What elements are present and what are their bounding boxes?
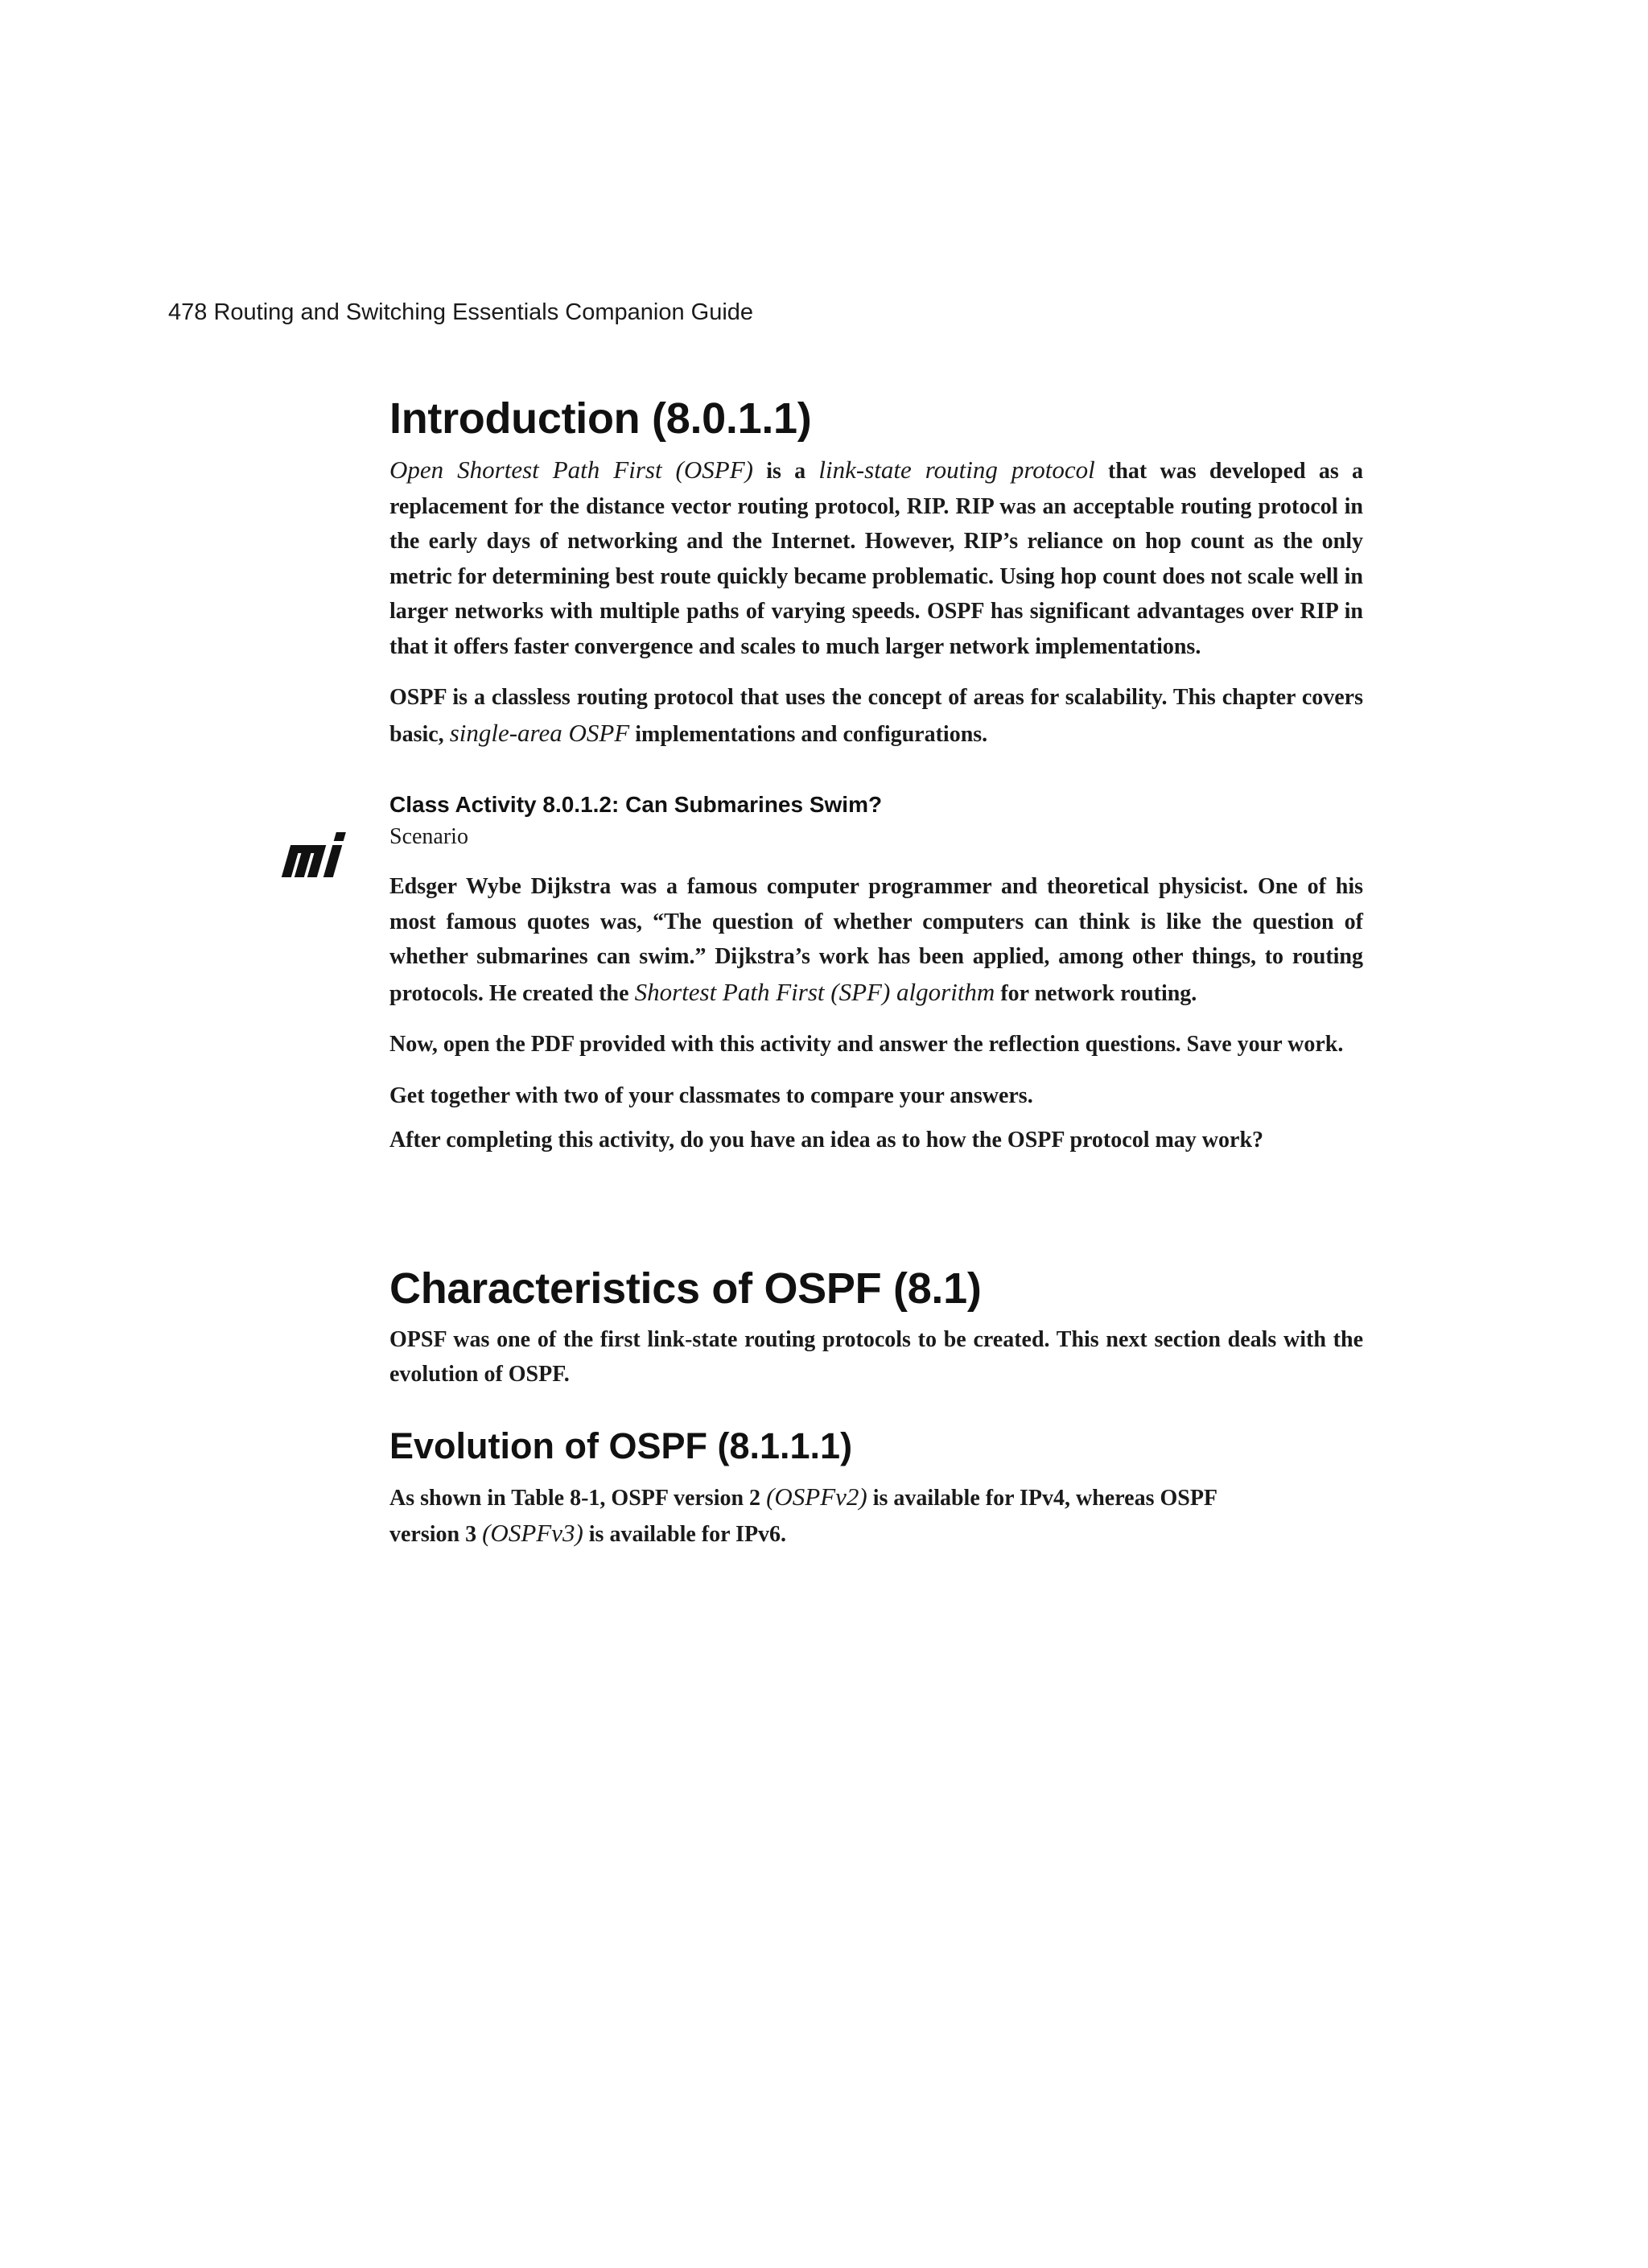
evolution-heading: Evolution of OSPF (8.1.1.1): [389, 1425, 853, 1466]
key-term: Open Shortest Path First (OSPF): [389, 456, 753, 484]
scenario-label: Scenario: [389, 824, 468, 849]
key-term: (OSPFv3): [482, 1519, 583, 1547]
key-term: Shortest Path First (SPF) algorithm: [634, 977, 995, 1006]
activity-title: Class Activity 8.0.1.2: Can Submarines Swim?: [389, 792, 883, 817]
line-break-anchor: version 3: [389, 1522, 483, 1547]
intro-paragraph-2: OSPF is a classless routing protocol that uses the concept of areas for scalability. This chapter covers basic, single-area OSPF implementations and configurations.: [389, 685, 1363, 747]
characteristics-paragraph: OPSF was one of the first link-state routing protocols to be created. This next section deals with the evolution of OSPF.: [389, 1326, 1363, 1387]
activity-paragraph-3: Get together with two of your classmates to compare your answers.: [389, 1082, 1033, 1108]
activity-paragraph-1: Edsger Wybe Dijkstra was a famous computer programmer and theoretical physicist. One of his most famous quotes was, “The question of whether computers can think is like the question of whether submarines can swim.” Dijkstra’s work has been applied, among other things, to routing protocols. He created the Shortest Path First (SPF) algorithm for network routing.: [389, 874, 1363, 1006]
intro-paragraph-1: Open Shortest Path First (OSPF) is a link-state routing protocol that was developed as a replacement for the distance vector routing protocol, RIP. RIP was an acceptable routing protocol in the early days of networking and the Internet. However, RIP’s reliance on hop count as the only metric for determining best route quickly became problematic. Using hop count does not scale well in larger networks with multiple paths of varying speeds. OSPF has significant advantages over RIP in that it offers faster convergence and scales to much larger network implementations.: [389, 456, 1363, 659]
evolution-paragraph: As shown in Table 8-1, OSPF version 2 (OSPFv2) is available for IPv4, whereas OSPF version 3 (OSPFv3) is available for IPv6.: [389, 1482, 1218, 1547]
class-activity-icon: [278, 829, 355, 880]
key-term: link-state routing protocol: [818, 456, 1095, 484]
activity-paragraph-4: After completing this activity, do you have an idea as to how the OSPF protocol may work?: [389, 1128, 1264, 1153]
class-activity: [389, 789, 1363, 1158]
intro-heading: Introduction (8.0.1.1): [389, 394, 812, 443]
key-term: single-area OSPF: [449, 718, 630, 747]
key-term: (OSPFv2): [766, 1482, 867, 1511]
characteristics-heading: Characteristics of OSPF (8.1): [389, 1264, 982, 1313]
running-head: 478 Routing and Switching Essentials Companion Guide: [168, 299, 754, 325]
page-content: [389, 391, 1363, 1569]
activity-paragraph-2: Now, open the PDF provided with this activity and answer the reflection questions. Save your work.: [389, 1032, 1344, 1057]
